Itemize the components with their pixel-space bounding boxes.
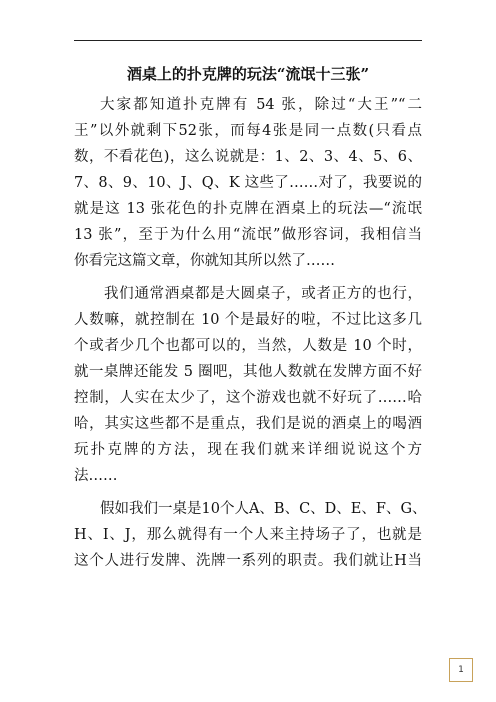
text-line: 13 张”，至于为什么用“流氓”做形容词，我相信当 bbox=[74, 227, 422, 243]
text-line: 数，不看花色)，这么说就是：1、2、3、4、5、6、 bbox=[74, 149, 422, 165]
text-line: 大家都知道扑克牌有 54 张，除过“大王”“二 bbox=[100, 97, 422, 113]
text-line: 这个人进行发牌、洗牌一系列的职责。我们就让H当 bbox=[74, 553, 422, 569]
text-line: 7、8、9、10、J、Q、K 这些了……对了，我要说的 bbox=[74, 175, 422, 191]
text-line: 个或者少几个也都可以的，当然，人数是 10 个时， bbox=[74, 338, 422, 354]
text-line: 假如我们一桌是10个人A、B、C、D、E、F、G、 bbox=[100, 501, 427, 517]
page-number: 1 bbox=[449, 658, 473, 682]
text-line: 我们通常酒桌都是大圆桌子，或者正方的也行， bbox=[104, 286, 422, 302]
document-title: 酒桌上的扑克牌的玩法“流氓十三张” bbox=[126, 65, 370, 83]
paragraph-3 bbox=[74, 496, 427, 574]
text-line: 控制，人实在太少了，这个游戏也就不好玩了……哈 bbox=[74, 390, 422, 406]
text-line: 哈，其实这些都不是重点，我们是说的酒桌上的喝酒 bbox=[74, 416, 422, 432]
text-line: H、I、J，那么就得有一个人来主持场子了，也就是 bbox=[74, 527, 422, 543]
text-line: 王”以外就剩下52张，而每4张是同一点数(只看点 bbox=[74, 123, 422, 139]
text-line: 人数嘛，就控制在 10 个是最好的啦，不过比这多几 bbox=[74, 312, 422, 328]
text-line: 你看完这篇文章，你就知其所以然了…… bbox=[74, 253, 335, 269]
text-line: 法…… bbox=[74, 468, 118, 484]
paragraph-2 bbox=[74, 281, 422, 489]
paragraph-1 bbox=[74, 92, 422, 274]
text-line: 就是这 13 张花色的扑克牌在酒桌上的玩法—“流氓 bbox=[74, 201, 422, 217]
document-body bbox=[74, 92, 427, 574]
text-line: 玩扑克牌的方法，现在我们就来详细说说这个方 bbox=[74, 442, 422, 458]
text-line: 就一桌牌还能发 5 圈吧，其他人数就在发牌方面不好 bbox=[74, 364, 422, 380]
header-rule bbox=[74, 40, 422, 41]
